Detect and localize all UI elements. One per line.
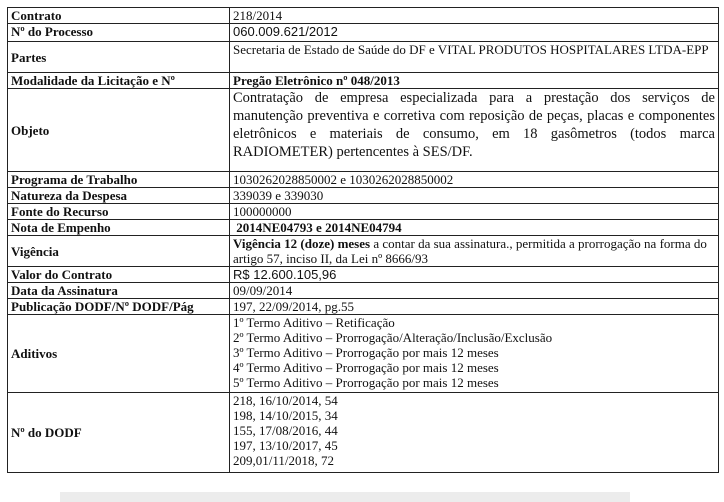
vigencia-value bbox=[230, 236, 719, 267]
row-empenho bbox=[8, 220, 719, 236]
dodf-item: 218, 16/10/2014, 54 bbox=[233, 393, 338, 408]
row-fonte bbox=[8, 204, 719, 220]
aditivo-item: 3º Termo Aditivo – Prorrogação por mais 12 meses bbox=[233, 345, 499, 360]
row-objeto bbox=[8, 89, 719, 172]
row-assinatura bbox=[8, 283, 719, 299]
contrato-label: Contrato bbox=[8, 8, 230, 24]
fonte-label: Fonte do Recurso bbox=[8, 204, 230, 220]
vigencia-rest: a contar da sua assinatura., permitida a prorrogação na forma do artigo 57, inciso II, da Lei nº 8666/93 bbox=[233, 236, 707, 266]
row-dodf bbox=[8, 393, 719, 473]
objeto-value: Contratação de empresa especializada para a prestação dos serviços de manutenção preventiva e corretiva com reposição de peças, placas e componentes eletrônicos e materiais de consumo, em 18 gasômetros (todos marca RADIOMETER) pertencentes à SES/DF. bbox=[230, 89, 719, 172]
dodf-item: 155, 17/08/2016, 44 bbox=[233, 423, 338, 438]
modalidade-value: Pregão Eletrônico nº 048/2013 bbox=[230, 73, 719, 89]
aditivo-item: 4º Termo Aditivo – Prorrogação por mais 12 meses bbox=[233, 360, 499, 375]
natureza-value: 339039 e 339030 bbox=[230, 188, 719, 204]
row-vigencia bbox=[8, 236, 719, 267]
row-processo bbox=[8, 24, 719, 42]
partes-value: Secretaria de Estado de Saúde do DF e VITAL PRODUTOS HOSPITALARES LTDA-EPP bbox=[230, 42, 719, 73]
processo-label: Nº do Processo bbox=[8, 24, 230, 42]
empenho-value bbox=[230, 220, 719, 236]
dodf-item: 209,01/11/2018, 72 bbox=[233, 453, 334, 468]
modalidade-label: Modalidade da Licitação e Nº bbox=[8, 73, 230, 89]
assinatura-value: 09/09/2014 bbox=[230, 283, 719, 299]
aditivo-item: 1º Termo Aditivo – Retificação bbox=[233, 315, 395, 330]
aditivo-item: 2º Termo Aditivo – Prorrogação/Alteração/Inclusão/Exclusão bbox=[233, 330, 553, 345]
row-publicacao bbox=[8, 299, 719, 315]
bottom-shade bbox=[60, 492, 630, 502]
vigencia-bold: Vigência 12 (doze) meses bbox=[233, 236, 371, 251]
row-contrato bbox=[8, 8, 719, 24]
row-programa bbox=[8, 172, 719, 188]
programa-label: Programa de Trabalho bbox=[8, 172, 230, 188]
aditivos-label: Aditivos bbox=[8, 315, 230, 393]
dodf-item: 198, 14/10/2015, 34 bbox=[233, 408, 338, 423]
assinatura-label: Data da Assinatura bbox=[8, 283, 230, 299]
publicacao-value: 197, 22/09/2014, pg.55 bbox=[230, 299, 719, 315]
empenho-label: Nota de Empenho bbox=[8, 220, 230, 236]
programa-value: 1030262028850002 e 1030262028850002 bbox=[230, 172, 719, 188]
row-modalidade bbox=[8, 73, 719, 89]
partes-label: Partes bbox=[8, 42, 230, 73]
empenho-text: 2014NE04793 e 2014NE04794 bbox=[236, 220, 402, 235]
dodf-item: 197, 13/10/2017, 45 bbox=[233, 438, 338, 453]
aditivos-list bbox=[230, 315, 719, 393]
dodf-list bbox=[230, 393, 719, 473]
aditivo-item: 5º Termo Aditivo – Prorrogação por mais 12 meses bbox=[233, 375, 499, 390]
row-valor bbox=[8, 267, 719, 283]
contract-table bbox=[7, 7, 719, 473]
publicacao-label: Publicação DODF/Nº DODF/Pág bbox=[8, 299, 230, 315]
row-natureza bbox=[8, 188, 719, 204]
fonte-value: 100000000 bbox=[230, 204, 719, 220]
natureza-label: Natureza da Despesa bbox=[8, 188, 230, 204]
row-aditivos bbox=[8, 315, 719, 393]
valor-label: Valor do Contrato bbox=[8, 267, 230, 283]
dodf-label: Nº do DODF bbox=[8, 393, 230, 473]
contrato-value: 218/2014 bbox=[230, 8, 719, 24]
valor-value: R$ 12.600.105,96 bbox=[230, 267, 719, 283]
processo-value: 060.009.621/2012 bbox=[230, 24, 719, 42]
objeto-label: Objeto bbox=[8, 89, 230, 172]
row-partes bbox=[8, 42, 719, 73]
vigencia-label: Vigência bbox=[8, 236, 230, 267]
